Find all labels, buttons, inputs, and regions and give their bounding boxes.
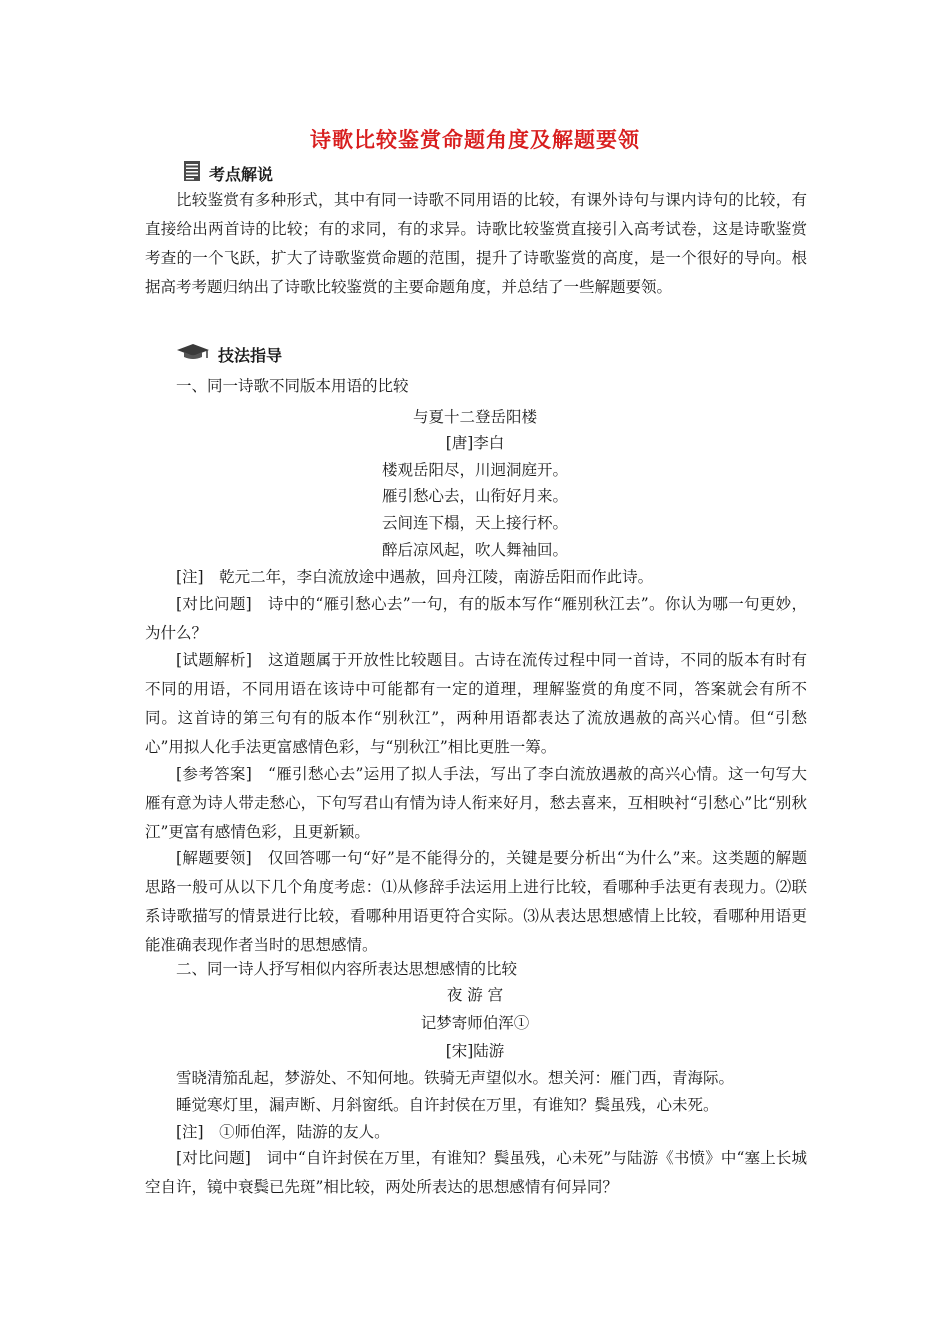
poem1-author: [唐]李白	[445, 434, 505, 452]
section-heading-kaodian	[183, 160, 273, 186]
part1-method: [解题要领] 仅回答哪一句“好”是不能得分的，关键是要分析出“为什么”来。这类题的解题思路一般可从以下几个角度考虑：⑴从修辞手法运用上进行比较，看哪种手法更有表现力。⑵联系诗歌描写的情景进行比较，看哪种用语更符合实际。⑶从表达思想感情上比较，看哪种用语更能准确表现作者当时的思想感情。	[145, 849, 807, 954]
graduation-cap-icon	[176, 342, 210, 366]
section-heading-text: 考点解说	[209, 164, 274, 184]
poem1-line: 楼观岳阳尽，川迥洞庭开。	[381, 461, 568, 479]
section-heading-jifa	[176, 342, 282, 366]
poem1-line: 雁引愁心去，山衔好月来。	[381, 487, 568, 505]
poem2-note: [注] ①师伯浑，陆游的友人。	[176, 1123, 390, 1141]
poem2-subtitle: 记梦寄师伯浑①	[420, 1014, 530, 1032]
part1-answer: [参考答案] “雁引愁心去”运用了拟人手法，写出了李白流放遇赦的高兴心情。这一句写大雁有意为诗人带走愁心，下句写君山有情为诗人衔来好月，愁去喜来，互相映衬“引愁心”比“别秋江”更富有感情色彩，且更新颖。	[145, 765, 807, 841]
poem1-title: 与夏十二登岳阳楼	[412, 408, 537, 426]
poem2-title: 夜 游 宫	[446, 986, 504, 1004]
document-lines-icon	[183, 160, 201, 186]
intro-paragraph: 比较鉴赏有多种形式，其中有同一诗歌不同用语的比较，有课外诗句与课内诗句的比较，有直接给出两首诗的比较；有的求同，有的求异。诗歌比较鉴赏直接引入高考试卷，这是诗歌鉴赏考查的一个飞跃，扩大了诗歌鉴赏命题的范围，提升了诗歌鉴赏的高度，是一个很好的导向。根据高考考题归纳出了诗歌比较鉴赏的主要命题角度，并总结了一些解题要领。	[145, 191, 807, 296]
page-title: 诗歌比较鉴赏命题角度及解题要领	[310, 127, 640, 152]
part1-heading: 一、同一诗歌不同版本用语的比较	[176, 377, 409, 395]
poem1-note: [注] 乾元二年，李白流放途中遇赦，回舟江陵，南游岳阳而作此诗。	[176, 568, 654, 586]
part2-heading: 二、同一诗人抒写相似内容所表达思想感情的比较	[176, 960, 518, 978]
part1-analysis: [试题解析] 这道题属于开放性比较题目。古诗在流传过程中同一首诗，不同的版本有时有不同的用语，不同用语在该诗中可能都有一定的道理，理解鉴赏的角度不同，答案就会有所不同。这首诗的第三句有的版本作“别秋江”，两种用语都表达了流放遇赦的高兴心情。但“引愁心”用拟人化手法更富感情色彩，与“别秋江”相比更胜一筹。	[145, 651, 807, 756]
poem2-author: [宋]陆游	[445, 1042, 505, 1060]
part2-question: [对比问题] 词中“自许封侯在万里，有谁知？鬓虽残，心未死”与陆游《书愤》中“塞上长城空自许，镜中衰鬓已先斑”相比较，两处所表达的思想感情有何异同？	[145, 1149, 807, 1196]
poem2-line: 睡觉寒灯里，漏声断、月斜窗纸。自许封侯在万里，有谁知？鬓虽残，心未死。	[176, 1096, 719, 1114]
poem2-line: 雪晓清笳乱起，梦游处、不知何地。铁骑无声望似水。想关河：雁门西，青海际。	[176, 1069, 735, 1087]
poem1-line: 云间连下榻，天上接行杯。	[381, 514, 568, 532]
section-heading-text: 技法指导	[218, 345, 283, 365]
poem1-line: 醉后凉风起，吹人舞袖回。	[381, 541, 568, 559]
part1-question: [对比问题] 诗中的“雁引愁心去”一句，有的版本写作“雁别秋江去”。你认为哪一句更妙，为什么？	[145, 595, 807, 642]
